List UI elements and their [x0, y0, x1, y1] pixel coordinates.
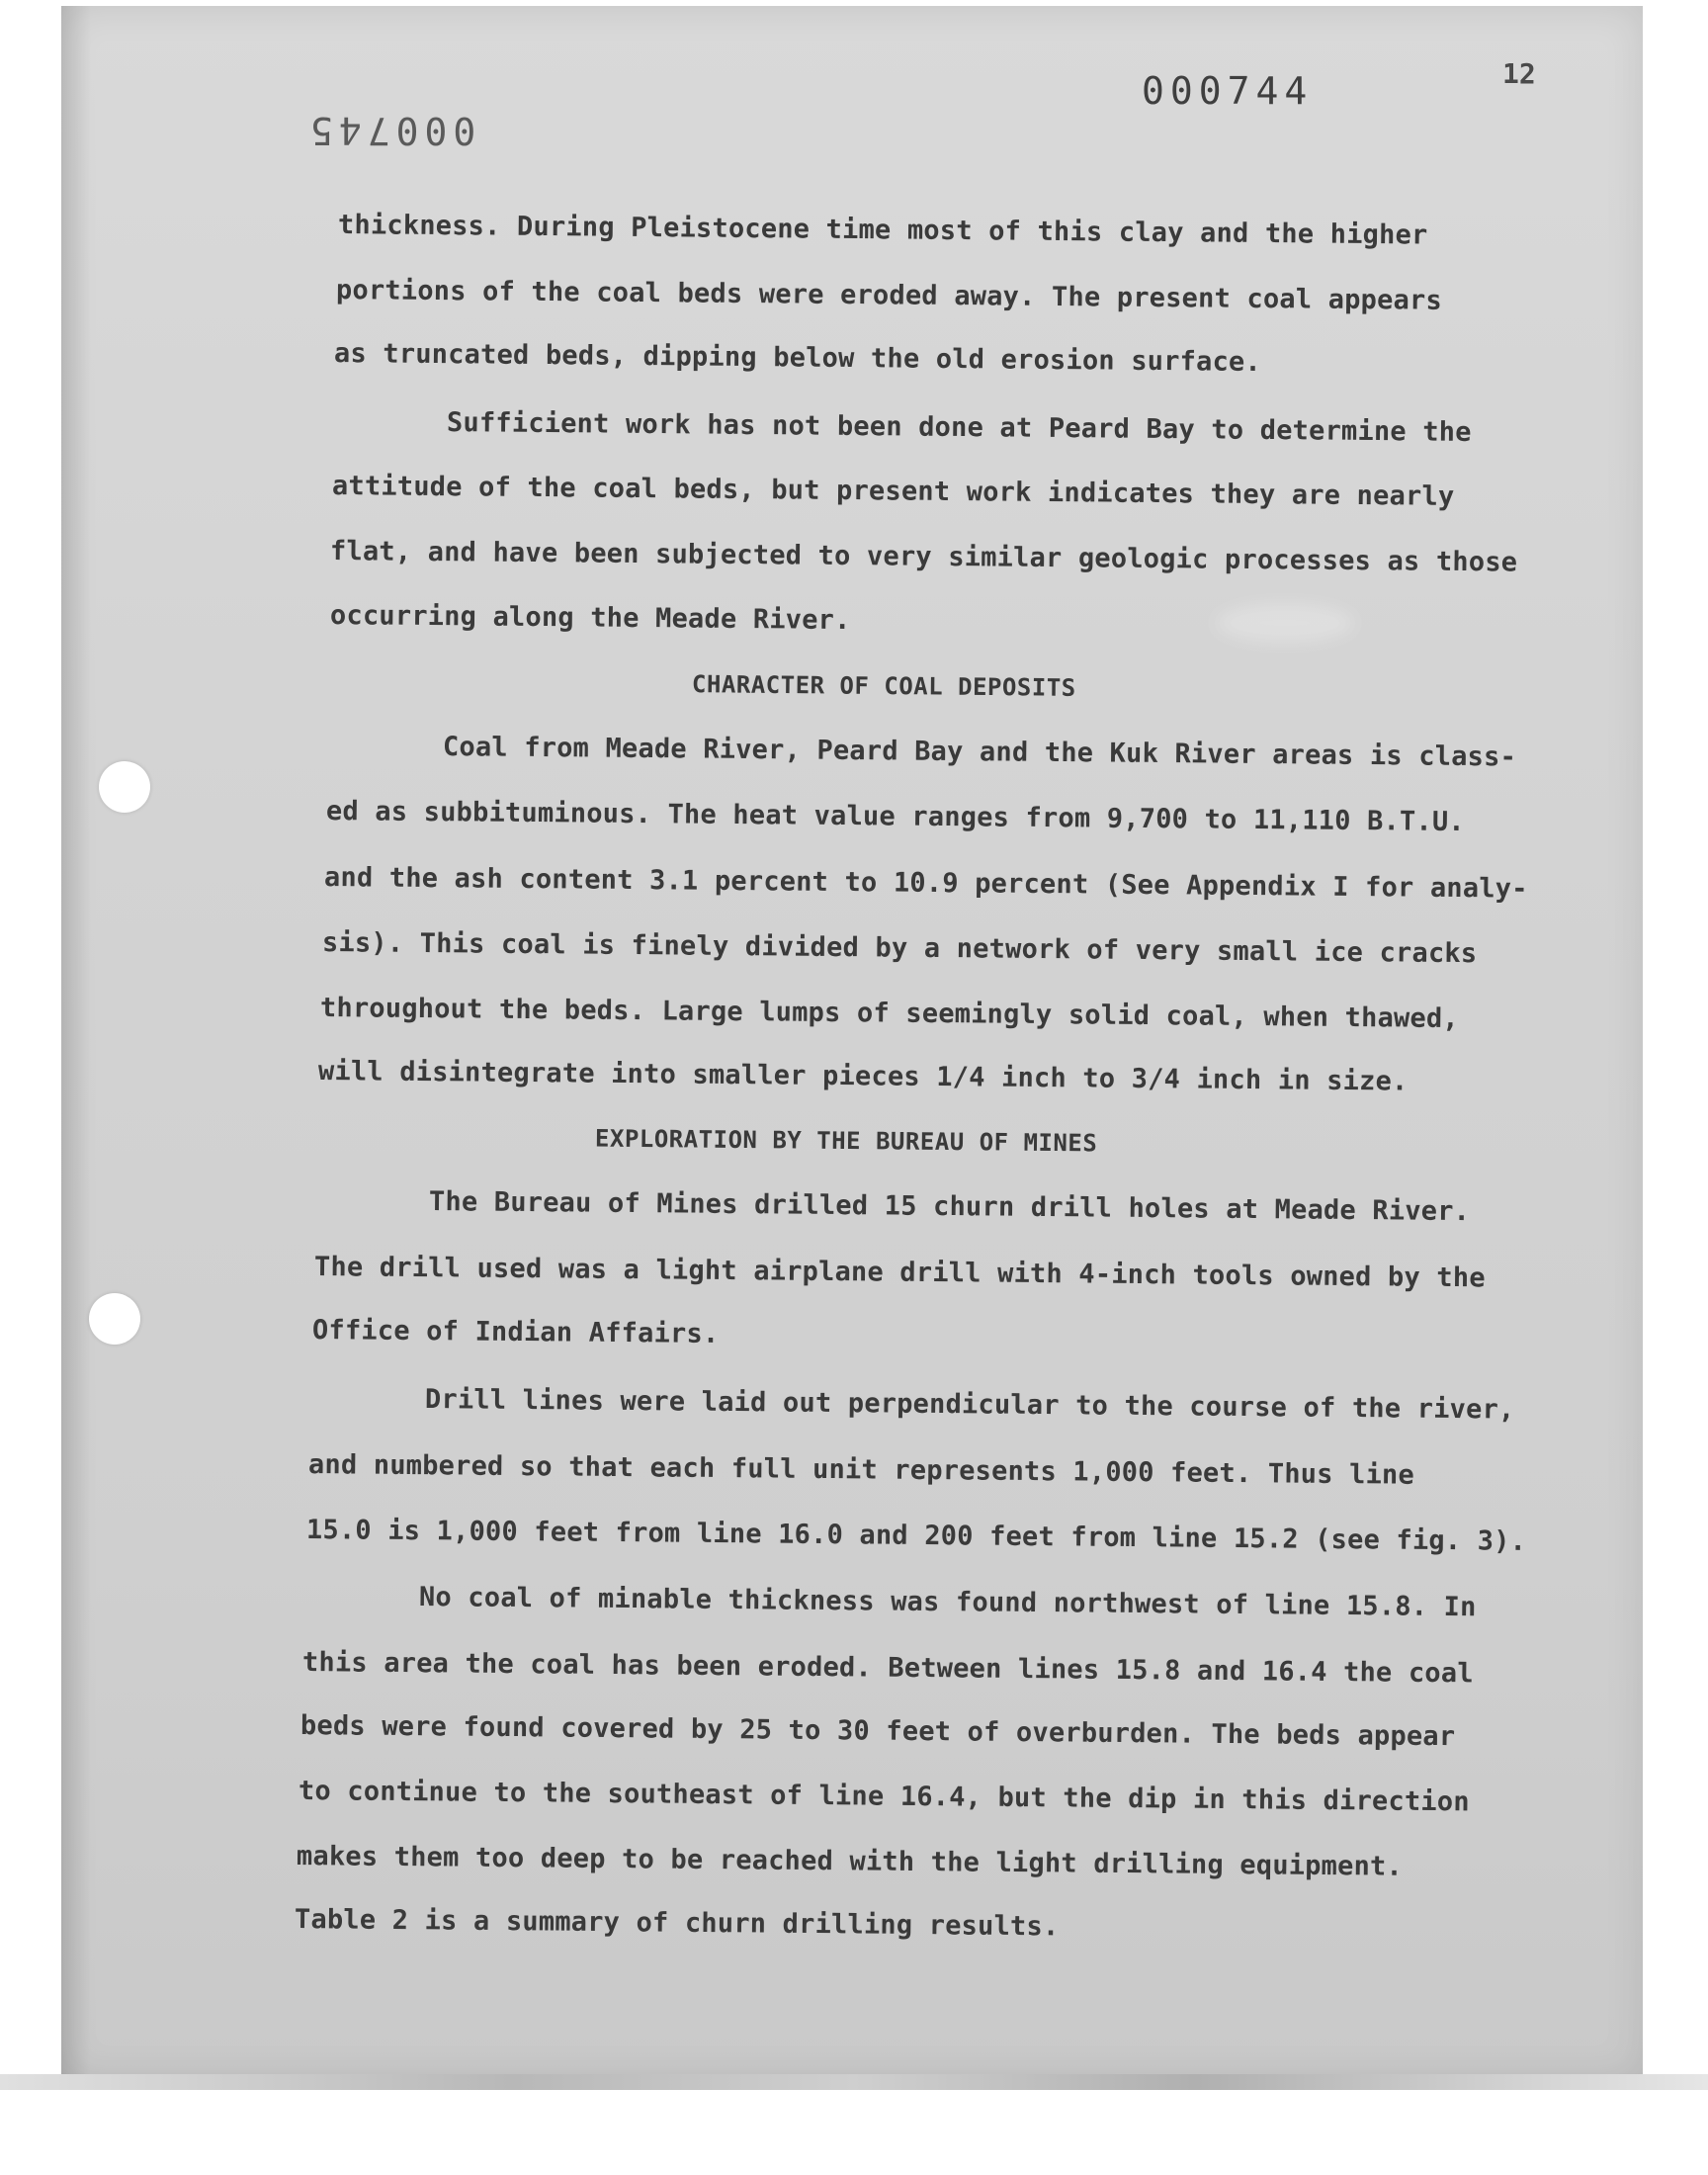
- text-line: and numbered so that each full unit represents 1,000 feet. Thus line: [307, 1449, 1415, 1491]
- text-line: Office of Indian Affairs.: [311, 1315, 720, 1349]
- page-edge-shadow: [61, 6, 91, 2080]
- text-line: will disintegrate into smaller pieces 1/4 inch to 3/4 inch in size.: [317, 1056, 1409, 1097]
- page-number: 12: [1502, 57, 1536, 90]
- text-line: Sufficient work has not been done at Peard Bay to determine the: [446, 407, 1472, 448]
- document-page: [61, 6, 1643, 2080]
- text-line: as truncated beds, dipping below the old erosion surface.: [333, 338, 1262, 379]
- text-line: occurring along the Meade River.: [329, 600, 851, 637]
- section-heading-exploration: EXPLORATION BY THE BUREAU OF MINES: [594, 1124, 1098, 1158]
- text-line: sis). This coal is finely divided by a network of very small ice cracks: [321, 927, 1478, 970]
- punch-hole-upper: [99, 761, 150, 813]
- text-line: this area the coal has been eroded. Between lines 15.8 and 16.4 the coal: [301, 1647, 1474, 1690]
- text-line: and the ash content 3.1 percent to 10.9 percent (See Appendix I for analy-: [323, 862, 1528, 905]
- text-line: The drill used was a light airplane drill with 4-inch tools owned by the: [313, 1252, 1486, 1294]
- text-line: to continue to the southeast of line 16.4, but the dip in this direction: [298, 1776, 1470, 1818]
- text-line: No coal of minable thickness was found northwest of line 15.8. In: [418, 1582, 1477, 1623]
- mirrored-stamp-number: 000745: [304, 109, 476, 152]
- text-line: beds were found covered by 25 to 30 feet of overburden. The beds appear: [299, 1710, 1456, 1753]
- text-line: Coal from Meade River, Peard Bay and the Kuk River areas is class-: [442, 732, 1517, 773]
- text-line: thickness. During Pleistocene time most of this clay and the higher: [337, 210, 1428, 251]
- text-line: Drill lines were laid out perpendicular to the course of the river,: [424, 1384, 1515, 1426]
- text-line: ed as subbituminous. The heat value ranges from 9,700 to 11,110 B.T.U.: [325, 796, 1465, 838]
- punch-hole-lower: [89, 1293, 140, 1345]
- text-line: Table 2 is a summary of churn drilling results.: [294, 1904, 1060, 1943]
- document-stamp-number: 000744: [1142, 69, 1314, 113]
- text-line: portions of the coal beds were eroded away. The present coal appears: [335, 275, 1443, 316]
- text-line: The Bureau of Mines drilled 15 churn drill holes at Meade River.: [428, 1186, 1471, 1228]
- section-heading-character: CHARACTER OF COAL DEPOSITS: [691, 670, 1076, 702]
- text-line: 15.0 is 1,000 feet from line 16.0 and 200 feet from line 15.2 (see fig. 3).: [305, 1515, 1527, 1557]
- text-line: throughout the beds. Large lumps of seemingly solid coal, when thawed,: [319, 993, 1459, 1035]
- scan-smudge: [1216, 603, 1354, 643]
- text-line: attitude of the coal beds, but present work indicates they are nearly: [331, 471, 1455, 512]
- text-line: flat, and have been subjected to very similar geologic processes as those: [329, 536, 1518, 578]
- text-line: makes them too deep to be reached with the light drilling equipment.: [296, 1841, 1404, 1882]
- scan-bottom-edge: [0, 2074, 1708, 2090]
